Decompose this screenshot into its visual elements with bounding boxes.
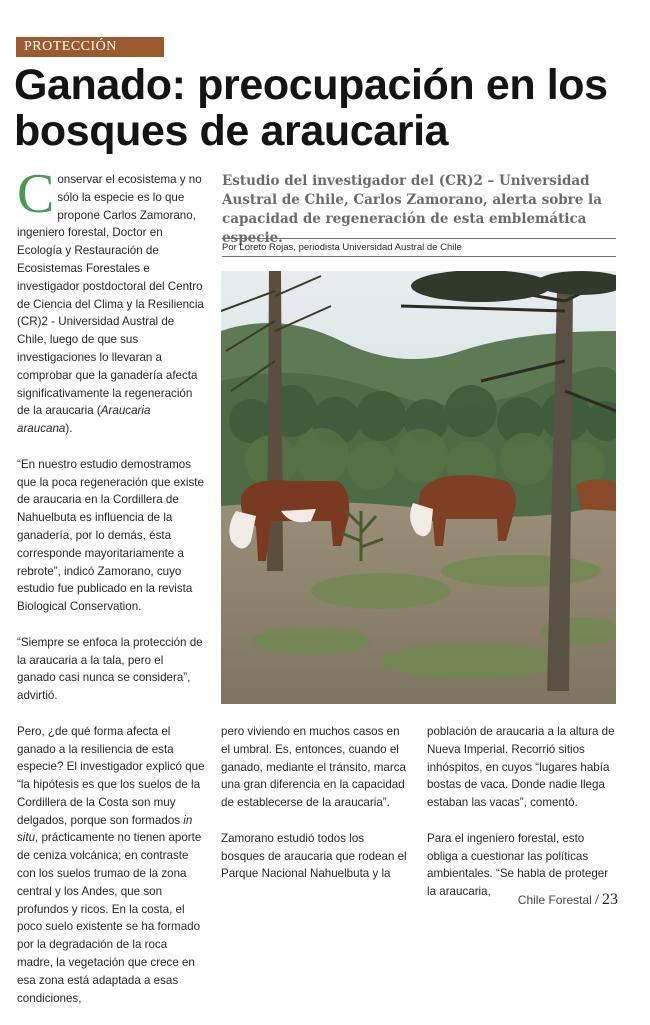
headline: Ganado: preocupación en los bosques de araucaria <box>14 61 608 155</box>
column-1 <box>17 163 205 1025</box>
folio-slash: / <box>594 892 599 908</box>
deck-subtitle: Estudio del investigador del (CR)2 – Universidad Austral de Chile, Carlos Zamorano, alerta sobre la capacidad de regeneración de esta emblemática especie. <box>222 173 602 246</box>
paragraph-quote-study: “En nuestro estudio demostramos que la poca regeneración que existe de araucaria en la Cordillera de Nahuelbuta es influencia de la ganadería, por lo demás, ésta corresponde mayoritariamente a rebrote”, indicó Zamorano, cuyo estudio fue publicado en la revista Biological Conservation. <box>17 457 204 614</box>
cattle-araucaria-illustration <box>221 271 616 704</box>
section-tag: PROTECCIÓN <box>16 37 164 57</box>
byline: Por Loreto Rojas, periodista Universidad Austral de Chile <box>222 238 616 257</box>
page-number: 23 <box>602 891 618 908</box>
paragraph-nueva-imperial: población de araucaria a la altura de Nueva Imperial. Recorrió sitios inhóspitos, en cuyos “lugares había bostas de vaca. Donde nadie llega estaban las vacas”, comentó. <box>427 725 615 810</box>
paragraph-hypothesis: Pero, ¿de qué forma afecta el ganado a la resiliencia de esta especie? El investigador explicó que “la hipótesis es que los suelos de la Cordillera de la Costa son muy delgados, porque son formados in situ, prácticamente no tienen aporte de ceniza volcánica; en contraste con los suelos trumao de la zona central y los Andes, que son profundos y ricos. En la costa, el poco suelo existente se ha formado por la degradación de la roca madre, la vegetación que crece en esa zona está adaptada a esas condiciones, <box>17 724 205 1005</box>
article-photo <box>221 271 616 704</box>
paragraph-policies: Para el ingeniero forestal, esto obliga a cuestionar las políticas ambientales. “Se habla de proteger la araucaria, <box>427 831 609 899</box>
species-name: Araucaria araucana <box>17 404 151 436</box>
column-2 <box>221 723 409 901</box>
column-3 <box>427 723 617 919</box>
paragraph-intro: Conservar el ecosistema y no sólo la especie es lo que propone Carlos Zamorano, ingeniero forestal, Doctor en Ecología y Restauración de Ecosistemas Forestales e investigador postdoctoral del Centro de Ciencia del Clima y la Resiliencia (CR)2 - Universidad Austral de Chile, luego de que sus investigaciones lo llevaran a comprobar que la ganadería afecta significativamente la regeneración de la araucaria (Araucaria araucana). <box>17 163 204 436</box>
magazine-name: Chile Forestal <box>517 893 592 907</box>
paragraph-quote-tala: “Siempre se enfoca la protección de la araucaria a la tala, pero el ganado casi nunca se considera”, advirtió. <box>17 635 203 703</box>
page-footer <box>478 891 618 909</box>
paragraph-zamorano-studied: Zamorano estudió todos los bosques de araucaria que rodean el Parque Nacional Nahuelbuta y la <box>221 831 407 881</box>
drop-cap: C <box>17 163 55 225</box>
paragraph-umbral: pero viviendo en muchos casos en el umbral. Es, entonces, cuando el ganado, mediante el tránsito, marca una gran diferencia en la capacidad de establecerse de la araucaria”. <box>221 725 406 810</box>
